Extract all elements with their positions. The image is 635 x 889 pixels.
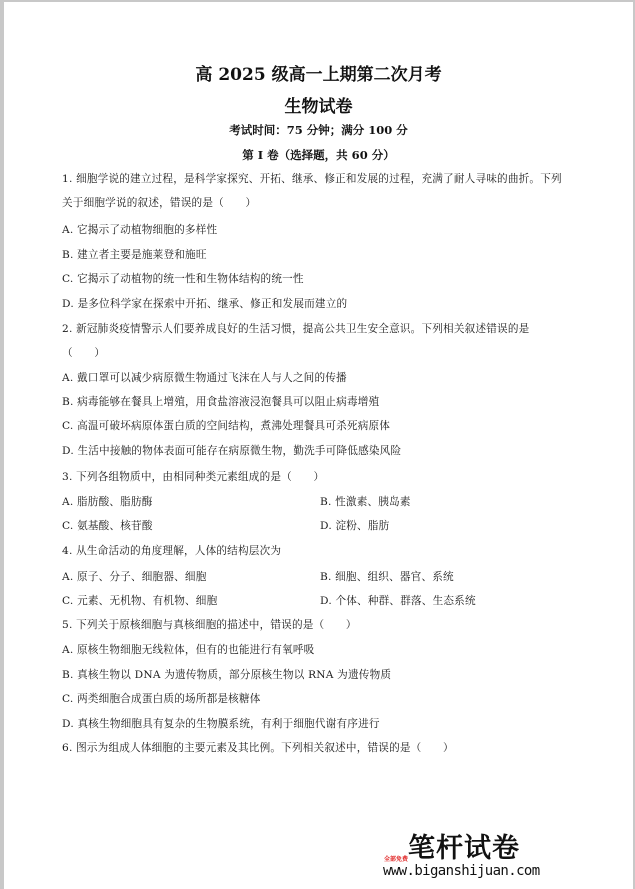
watermark-name: 笔杆试卷 — [408, 833, 520, 864]
question-3-option-b: B. 性激素、胰岛素 — [320, 496, 411, 508]
question-2-stem-line-1: 2. 新冠肺炎疫情警示人们要养成良好的生活习惯，提高公共卫生安全意识。下列相关叙述错误的是 — [62, 323, 530, 335]
question-5-stem: 5. 下列关于原核细胞与真核细胞的描述中，错误的是（ ） — [62, 619, 357, 631]
exam-subtitle: 生物试卷 — [284, 97, 353, 117]
question-2-stem-line-2: （ ） — [62, 347, 106, 359]
question-5-option-a: A. 原核生物细胞无线粒体，但有的也能进行有氧呼吸 — [62, 644, 315, 656]
watermark-logo — [378, 826, 558, 886]
question-5-option-c: C. 两类细胞合成蛋白质的场所都是核糖体 — [62, 693, 261, 705]
question-3-option-d: D. 淀粉、脂肪 — [320, 520, 390, 532]
question-1-option-c: C. 它揭示了动植物的统一性和生物体结构的统一性 — [62, 273, 304, 285]
question-3-stem: 3. 下列各组物质中，由相同种类元素组成的是（ ） — [62, 471, 325, 483]
exam-title: 高 2025 级高一上期第二次月考 — [195, 65, 442, 85]
question-6-stem: 6. 图示为组成人体细胞的主要元素及其比例。下列相关叙述中，错误的是（ ） — [62, 742, 454, 754]
watermark-url: www.biganshijuan.com — [383, 863, 540, 879]
question-2-option-c: C. 高温可破坏病原体蛋白质的空间结构，煮沸处理餐具可杀死病原体 — [62, 420, 391, 432]
exam-info: 考试时间：75 分钟；满分 100 分 — [229, 123, 408, 137]
question-1-stem-line-1: 1. 细胞学说的建立过程，是科学家探究、开拓、继承、修正和发展的过程，充满了耐人寻味的曲折。下列 — [62, 173, 562, 185]
question-4-option-b: B. 细胞、组织、器官、系统 — [320, 571, 454, 583]
question-3-option-c: C. 氨基酸、核苷酸 — [62, 520, 153, 532]
section-heading: 第 I 卷（选择题，共 60 分） — [242, 148, 395, 162]
question-1-option-d: D. 是多位科学家在探索中开拓、继承、修正和发展而建立的 — [62, 298, 348, 310]
question-2-option-b: B. 病毒能够在餐具上增殖，用食盐溶液浸泡餐具可以阻止病毒增殖 — [62, 396, 380, 408]
exam-page — [4, 2, 633, 889]
question-4-option-d: D. 个体、种群、群落、生态系统 — [320, 595, 476, 607]
question-5-option-d: D. 真核生物细胞具有复杂的生物膜系统，有利于细胞代谢有序进行 — [62, 718, 380, 730]
question-1-stem-line-2: 关于细胞学说的叙述，错误的是（ ） — [62, 197, 257, 209]
question-4-option-c: C. 元素、无机物、有机物、细胞 — [62, 595, 218, 607]
question-4-option-a: A. 原子、分子、细胞器、细胞 — [62, 571, 207, 583]
question-3-option-a: A. 脂肪酸、脂肪酶 — [62, 496, 153, 508]
question-2-option-a: A. 戴口罩可以减少病原微生物通过飞沫在人与人之间的传播 — [62, 372, 347, 384]
question-2-option-d: D. 生活中接触的物体表面可能存在病原微生物，勤洗手可降低感染风险 — [62, 445, 402, 457]
question-4-stem: 4. 从生命活动的角度理解，人体的结构层次为 — [62, 545, 282, 557]
question-5-option-b: B. 真核生物以 DNA 为遗传物质，部分原核生物以 RNA 为遗传物质 — [62, 669, 392, 681]
watermark-badge: 全部免费 — [384, 856, 409, 863]
question-1-option-b: B. 建立者主要是施莱登和施旺 — [62, 249, 207, 261]
question-1-option-a: A. 它揭示了动植物细胞的多样性 — [62, 224, 218, 236]
